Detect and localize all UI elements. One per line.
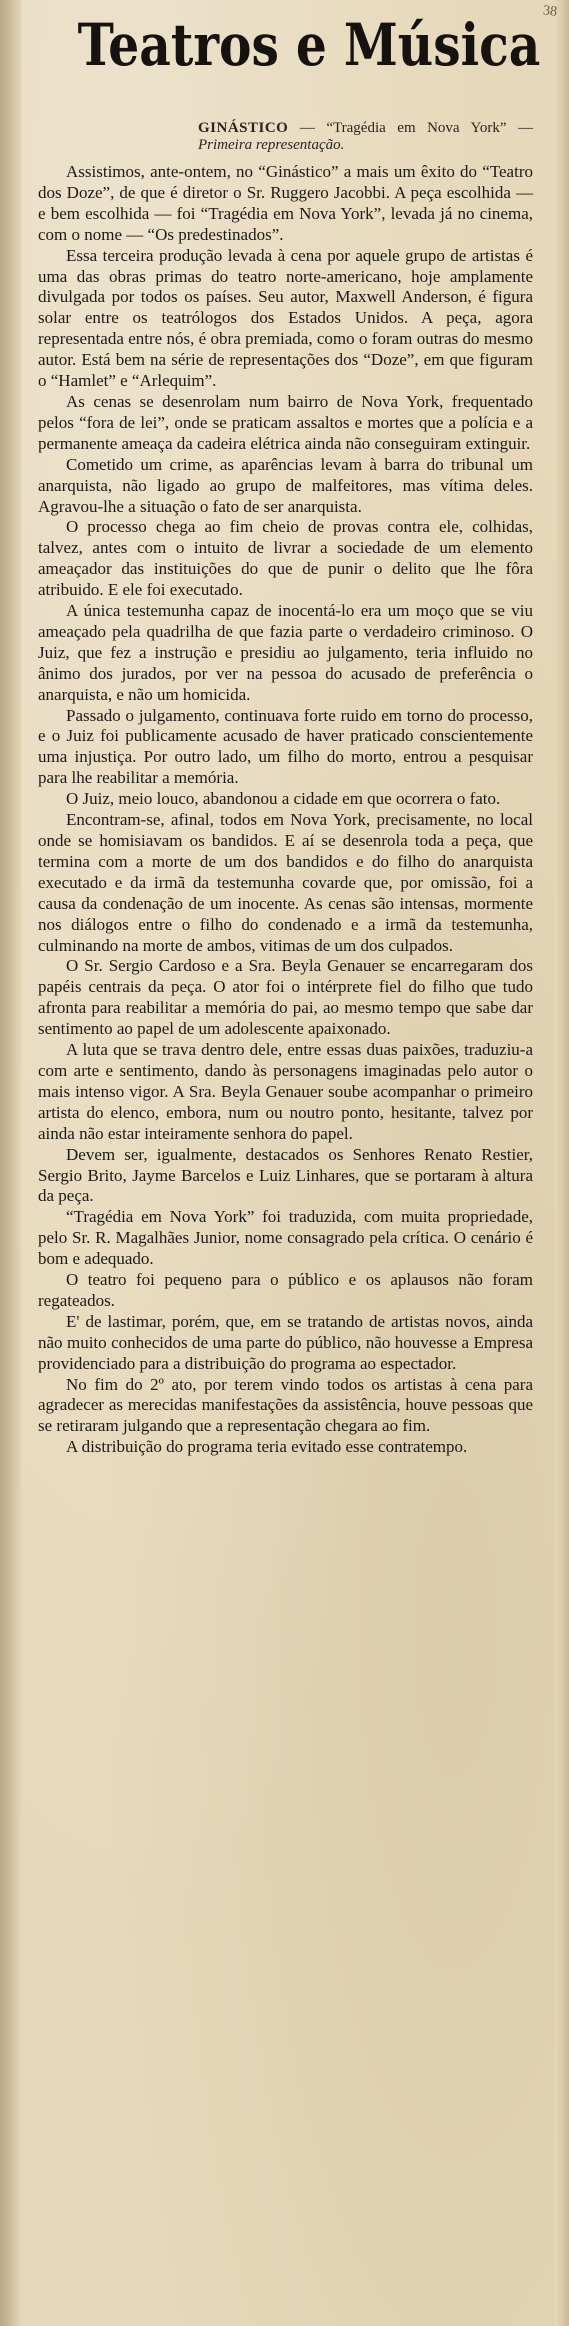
article-paragraph: Encontram-se, afinal, todos em Nova York, precisamente, no local onde se homisiavam os bandidos. E aí se desenrola toda a peça, que termina com a morte de um dos bandidos e do filho do anarquista executado e da irmã da testemunha covarde que, por omissão, foi a causa da condenação de um inocente. As cenas são intensas, mormente nos diálogos entre o filho do condenado e a irmã da testemunha, culminando na morte de ambos, vitimas de um dos culpados. [38,810,533,955]
paper-edge [555,0,569,2326]
article-paragraph: No fim do 2º ato, por terem vindo todos os artistas à cena para agradecer as merecidas manifestações da assistência, houve pessoas que se retiraram julgando que a representação chegara ao fim. [38,1374,533,1436]
dateline-play-title: “Tragédia em Nova York” [326,120,507,136]
dateline-venue: GINÁSTICO [198,120,289,136]
article-paragraph: A luta que se trava dentro dele, entre essas duas paixões, traduziu-a com arte e sentimento, dando às personagens imaginadas pelo autor o mais intenso vigor. A Sra. Beyla Genauer soube acompanhar o primeiro artista do elenco, embora, num ou noutro ponto, hesitante, talvez por ainda não estar inteiramente senhora do papel. [38,1040,533,1143]
article-paragraph: A distribuição do programa teria evitado esse contratempo. [66,1437,468,1457]
article-paragraph: O teatro foi pequeno para o público e os aplausos não foram regateados. [38,1270,533,1310]
article-paragraph: Assistimos, ante-ontem, no “Ginástico” a mais um êxito do “Teatro dos Doze”, de que é diretor o Sr. Ruggero Jacobbi. A peça escolhida — e bem escolhida — foi “Tragédia em Nova York”, levada já no cinema, com o nome — “Os predestinados”. [38,162,533,244]
article-dateline [198,120,533,154]
article-paragraph: Essa terceira produção levada à cena por aquele grupo de artistas é uma das obras primas do teatro norte-americano, hoje amplamente divulgada por todos os países. Seu autor, Maxwell Anderson, é figura solar entre os teatrólogos dos Estados Unidos. A peça, agora representada entre nós, é obra premiada, como o foram outras do mesmo autor. Está bem na série de representações dos “Doze”, em que figuram o “Hamlet” e “Arlequim”. [38,245,533,391]
dateline-separator: — [299,120,327,136]
article-paragraph: O Juiz, meio louco, abandonou a cidade em que ocorrera o fato. [66,789,501,809]
article-paragraph: O processo chega ao fim cheio de provas contra ele, colhidas, talvez, antes com o intuito de livrar a sociedade de um elemento ameaçador das instituições do que de punir o delito que lhe fôra atribuido. E ele foi executado. [38,517,533,600]
article-paragraph: A única testemunha capaz de inocentá-lo era um moço que se viu ameaçado pela quadrilha de que fazia parte o verdadeiro criminoso. O Juiz, que fez a instrução e presidiu ao julgamento, teria influido no ânimo dos jurados, por ver na pessoa do acusado de preferência o anarquista, e não um homicida. [38,601,533,704]
article-paragraph: Passado o julgamento, continuava forte ruido em torno do processo, e o Juiz foi publicamente acusado de haver praticado conscientemente uma injustiça. Por outro lado, um filho do morto, entrou a pesquisar para lhe reabilitar a memória. [38,705,533,788]
section-headline: Teatros e Música [77,11,541,79]
article-paragraph: As cenas se desenrolam num bairro de Nova York, frequentado pelos “fora de lei”, onde se praticam assaltos e mortes que a polícia e a permanente ameaça da cadeira elétrica ainda não conseguiram extinguir. [38,391,533,453]
dateline-separator: — [518,120,534,136]
page-corner-mark: 38 [542,3,558,20]
article-paragraph: Cometido um crime, as aparências levam à barra do tribunal um anarquista, não ligado ao grupo de malfeitores, mas vítima deles. Agravou-lhe a situação o fato de ser anarquista. [38,454,533,516]
article-paragraph: E' de lastimar, porém, que, em se tratando de artistas novos, ainda não muito conhecidos de uma parte do público, não houvesse a Empresa providenciado para a distribuição do programa ao espectador. [38,1311,533,1373]
article-paragraph: “Tragédia em Nova York” foi traduzida, com muita propriedade, pelo Sr. R. Magalhães Junior, nome consagrado pela crítica. O cenário é bom e adequado. [38,1207,533,1269]
paper-fold-shadow [0,0,22,2326]
article-paragraph: Devem ser, igualmente, destacados os Senhores Renato Restier, Sergio Brito, Jayme Barcelos e Luiz Linhares, que se portaram à altura da peça. [38,1144,533,1206]
dateline-subtitle: Primeira representação. [198,137,345,153]
article-paragraph: O Sr. Sergio Cardoso e a Sra. Beyla Genauer se encarregaram dos papéis centrais da peça. O ator foi o intérprete fiel do filho que tudo afronta para reabilitar a memória do pai, ao mesmo tempo que sabe dar sentimento ao papel de um adolescente apaixonado. [38,956,533,1039]
article-body [38,162,533,1458]
